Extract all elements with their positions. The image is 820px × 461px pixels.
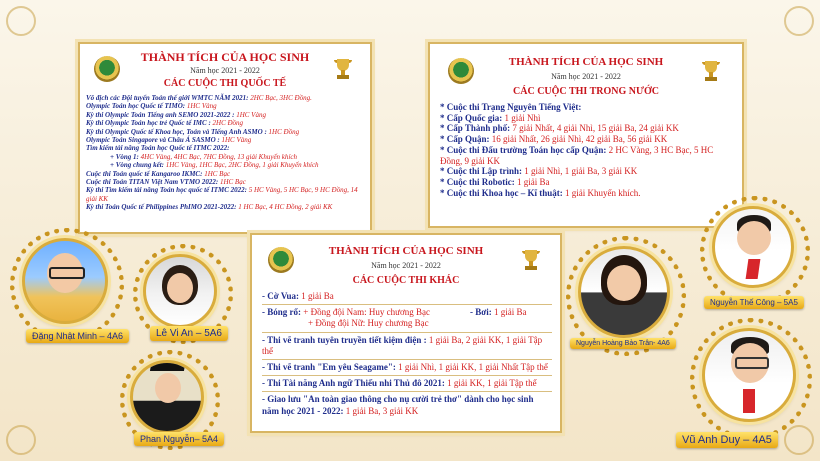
student-name-label: Đặng Nhật Minh – 4A6 xyxy=(26,329,129,343)
panel-other xyxy=(250,233,562,433)
list-item: + Đồng đội Nữ: Huy chương Bạc xyxy=(308,318,429,329)
list-item: Olympic Toán Singapore và Châu Á SASMO : 1HC Vàng xyxy=(86,136,252,145)
list-item: Cuộc thi Toán TITAN Việt Nam VTMO 2022: 1HC Bạc xyxy=(86,178,246,187)
corner-ornament xyxy=(6,6,36,36)
student-photo xyxy=(22,238,108,324)
student-photo xyxy=(712,206,794,288)
school-year: Năm học 2021 - 2022 xyxy=(190,66,260,75)
list-item: - Giao lưu "An toàn giao thông cho nụ cười trẻ thơ" dành cho học sinh năm học 2021 - 2022: 1 giải Ba, 3 giải KK xyxy=(262,394,534,416)
panel-title: THÀNH TÍCH CỦA HỌC SINH xyxy=(140,50,310,64)
school-year: Năm học 2021 - 2022 xyxy=(371,261,441,270)
list-item: * Cấp Quận: 16 giải Nhất, 26 giải Nhì, 42 giải Ba, 56 giải KK xyxy=(440,134,668,145)
list-item: + Vòng chung kết: 1HC Vàng, 1HC Bạc, 2HC Đồng, 1 giải Khuyến khích xyxy=(110,161,319,170)
other-list xyxy=(262,291,552,417)
student-name-label: Nguyễn Thế Công – 5A5 xyxy=(704,296,804,309)
corner-ornament xyxy=(6,425,36,455)
school-year: Năm học 2021 - 2022 xyxy=(551,72,621,81)
list-item: * Cuộc thi Robotic: 1 giải Ba xyxy=(440,176,550,187)
student-name-label: Phan Nguyễn– 5A4 xyxy=(134,432,224,446)
list-item: * Cấp Quốc gia: 1 giải Nhì xyxy=(440,112,541,123)
list-item: + Vòng 1: 4HC Vàng, 4HC Bạc, 7HC Đồng, 13 giải Khuyến khích xyxy=(110,152,297,161)
list-item: Kỳ thi Olympic Toán học trẻ Quốc tế IMC : 2HC Đồng xyxy=(86,119,244,128)
student-photo xyxy=(578,246,670,338)
list-item: * Cuộc thi Khoa học – Kĩ thuật: 1 giải Khuyến khích. xyxy=(440,187,641,198)
student-name-label: Lê Vi An – 5A6 xyxy=(150,326,228,341)
list-item: - Cờ Vua: 1 giải Ba xyxy=(262,291,334,301)
corner-ornament xyxy=(784,425,814,455)
list-item: Olympic Toán học Quốc tế TIMO: 1HC Vàng xyxy=(86,102,217,111)
panel-domestic xyxy=(428,42,744,228)
panel-international xyxy=(78,42,372,234)
list-item: * Cấp Thành phố: 7 giải Nhất, 4 giải Nhì, 15 giải Ba, 24 giải KK xyxy=(440,123,679,134)
student-photo xyxy=(143,254,217,328)
international-list xyxy=(86,94,366,212)
student-photo xyxy=(702,328,796,422)
panel-title: THÀNH TÍCH CỦA HỌC SINH xyxy=(508,56,664,68)
student-photo xyxy=(130,360,204,434)
list-item: Kỳ thi Olympic Quốc tế Khoa học, Toán và Tiếng Anh ASMO : 1HC Đồng xyxy=(86,127,300,136)
domestic-list xyxy=(440,102,734,198)
list-item: Tìm kiếm tài năng Toán học Quốc tế ITMC 2022: xyxy=(86,144,230,153)
panel-subtitle: CÁC CUỘC THI TRONG NƯỚC xyxy=(513,86,659,97)
corner-ornament xyxy=(784,6,814,36)
panel-subtitle: CÁC CUỘC THI KHÁC xyxy=(352,275,460,286)
list-item: Kỳ thi Olympic Toán Tiếng anh SEMO 2021-2022 : 1HC Vàng xyxy=(86,110,266,119)
list-item: * Cuộc thi Trạng Nguyên Tiếng Việt: xyxy=(440,102,582,112)
list-item: * Cuộc thi Đấu trường Toán học cấp Quận: 2 HC Vàng, 3 HC Bạc, 5 HC Đồng, 9 giải KK xyxy=(440,144,714,166)
list-item: - Thi vẽ tranh tuyên truyền tiết kiệm điện : 1 giải Ba, 2 giải KK, 1 giải Tập thể xyxy=(262,334,543,356)
list-item: * Cuộc thi Lập trình: 1 giải Nhì, 1 giải Ba, 3 giải KK xyxy=(440,166,638,177)
panel-title: THÀNH TÍCH CỦA HỌC SINH xyxy=(328,245,484,257)
student-name-label: Vũ Anh Duy – 4A5 xyxy=(676,432,778,448)
list-item: Kỳ thi Toán Quốc tế Philippines PhIMO 2021-2022: 1 HC Bạc, 4 HC Đồng, 2 giải KK xyxy=(86,203,333,212)
list-item: - Bóng rổ: + Đồng đội Nam: Huy chương Bạc - Bơi: 1 giải Ba xyxy=(262,307,527,318)
list-item: - Thi vẽ tranh "Em yêu Seagame": 1 giải Nhì, 1 giải KK, 1 giải Nhất Tập thể xyxy=(262,362,548,373)
list-item: Vô địch các Đội tuyển Toán thế giới WMTC NĂM 2021: 2HC Bạc, 3HC Đồng. xyxy=(86,94,312,102)
list-item: Cuộc thi Toán quốc tế Kangaroo IKMC: 1HC Bạc xyxy=(86,169,231,178)
list-item: - Thi Tài năng Anh ngữ Thiếu nhi Thủ đô 2021: 1 giải KK, 1 giải Tập thể xyxy=(262,378,537,389)
panel-subtitle: CÁC CUỘC THI QUỐC TẾ xyxy=(163,78,287,89)
student-name-label: Nguyễn Hoàng Bảo Trân- 4A6 xyxy=(570,338,676,349)
list-item: Kỳ thi Tìm kiếm tài năng Toán học quốc tế ITMC 2022: 5 HC Vàng, 5 HC Bạc, 9 HC Đồng, 14 giải KK xyxy=(86,186,358,203)
